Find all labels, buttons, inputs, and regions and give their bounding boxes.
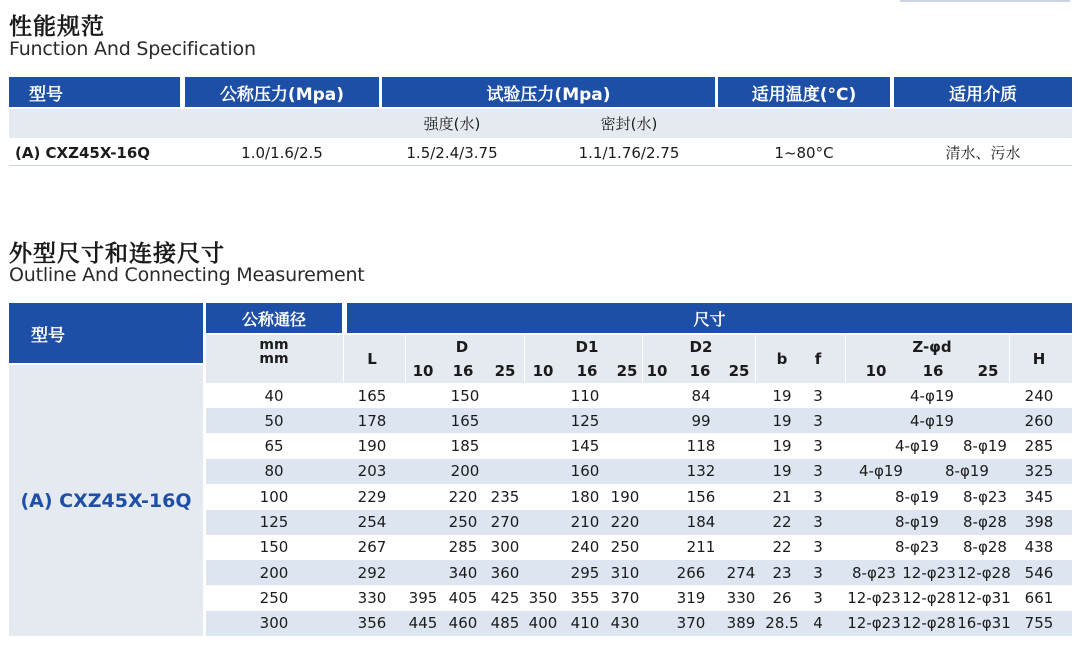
spec-row-seal: 1.1/1.76/2.75: [578, 143, 680, 162]
row-L: 356: [357, 614, 387, 633]
row-b: 26: [772, 588, 792, 607]
row-f: 3: [813, 588, 823, 607]
row-f: 3: [813, 386, 823, 405]
row-D1-value: 125: [570, 411, 600, 430]
dim-unit-mm-1: mm: [259, 337, 289, 353]
row-D2-value: 156: [686, 487, 716, 506]
row-Z-value: 8-φ19: [945, 462, 989, 481]
row-dn: 200: [259, 563, 289, 582]
row-L: 178: [357, 411, 387, 430]
row-D1-value: 350: [528, 588, 558, 607]
row-D-value: 235: [490, 487, 520, 506]
row-D2-value: 370: [676, 614, 706, 633]
row-H: 755: [1024, 614, 1054, 633]
section2-subtitle: Outline And Connecting Measurement: [9, 264, 365, 286]
row-D2-value: 389: [726, 614, 756, 633]
row-b: 28.5: [765, 614, 799, 633]
dim-col-Z-pn10: 10: [865, 362, 887, 380]
row-H: 325: [1024, 462, 1054, 481]
table-row: [206, 510, 1072, 535]
row-D2-value: 84: [691, 386, 711, 405]
row-b: 22: [772, 538, 792, 557]
dim-header-size: 尺寸: [347, 303, 1072, 333]
row-D1-value: 355: [570, 588, 600, 607]
spec-row-temperature: 1~80°C: [774, 143, 834, 162]
row-D-value: 460: [448, 614, 478, 633]
row-D2-value: 99: [691, 411, 711, 430]
row-D-value: 300: [490, 538, 520, 557]
row-D1-value: 410: [570, 614, 600, 633]
table-row: [206, 383, 1072, 408]
row-H: 546: [1024, 563, 1054, 582]
row-D2-value: 266: [676, 563, 706, 582]
table-row: [206, 484, 1072, 509]
row-D2-value: 184: [686, 513, 716, 531]
row-f: 3: [813, 487, 823, 506]
section1-subtitle: Function And Specification: [9, 38, 256, 60]
row-f: 3: [813, 563, 823, 582]
dim-subheader-divider-left: [343, 335, 344, 383]
row-D2-value: 211: [686, 538, 716, 557]
dim-col-divider: [524, 335, 525, 383]
row-D1-value: 110: [570, 386, 600, 405]
row-D1-value: 240: [570, 538, 600, 557]
row-D2-value: 118: [686, 437, 716, 456]
row-D1-value: 145: [570, 437, 600, 456]
row-Z-value: 4-φ19: [895, 437, 939, 456]
row-Z-value: 12-φ31: [957, 588, 1011, 607]
row-H: 661: [1024, 588, 1054, 607]
row-D2-value: 319: [676, 588, 706, 607]
row-H: 240: [1024, 386, 1054, 405]
row-D1-value: 310: [610, 563, 640, 582]
row-dn: 80: [264, 462, 284, 481]
row-Z-value: 8-φ28: [963, 538, 1007, 557]
row-f: 3: [813, 513, 823, 531]
row-H: 285: [1024, 437, 1054, 456]
row-b: 23: [772, 563, 792, 582]
spec-subheader-seal: 密封(水): [600, 115, 658, 133]
row-D-value: 200: [450, 462, 480, 481]
spec-header-medium: 适用介质: [894, 77, 1072, 107]
row-H: 345: [1024, 487, 1054, 506]
row-D1-value: 295: [570, 563, 600, 582]
row-Z-value: 12-φ23: [847, 614, 901, 633]
row-Z-value: 8-φ23: [963, 487, 1007, 506]
table-row: [206, 535, 1072, 560]
row-dn: 300: [259, 614, 289, 633]
table-row: [206, 560, 1072, 585]
row-Z-value: 4-φ19: [910, 411, 954, 430]
row-Z-value: 8-φ19: [895, 487, 939, 506]
dim-col-L: L: [367, 350, 377, 368]
row-Z-value: 12-φ28: [902, 588, 956, 607]
spec-row-divider: [9, 165, 1072, 166]
row-D-value: 405: [448, 588, 478, 607]
row-L: 229: [357, 487, 387, 506]
spec-header-nominal-pressure: 公称压力(Mpa): [185, 77, 379, 107]
row-dn: 150: [259, 538, 289, 557]
row-L: 190: [357, 437, 387, 456]
dim-col-divider: [845, 335, 846, 383]
row-D-value: 340: [448, 563, 478, 582]
row-D1-value: 250: [610, 538, 640, 557]
row-D-value: 285: [448, 538, 478, 557]
row-dn: 125: [259, 513, 289, 531]
row-b: 19: [772, 411, 792, 430]
row-Z-value: 12-φ23: [902, 563, 956, 582]
row-D1-value: 370: [610, 588, 640, 607]
row-f: 3: [813, 538, 823, 557]
row-Z-value: 4-φ19: [859, 462, 903, 481]
row-D-value: 250: [448, 513, 478, 531]
spec-table: [9, 77, 1072, 167]
row-H: 438: [1024, 538, 1054, 557]
row-L: 267: [357, 538, 387, 557]
dim-col-D1-pn10: 10: [532, 362, 554, 380]
row-D1-value: 190: [610, 487, 640, 506]
row-dn: 250: [259, 588, 289, 607]
row-L: 330: [357, 588, 387, 607]
table-row: [206, 585, 1072, 610]
dim-col-Z: Z-φd: [912, 338, 952, 356]
row-D2-value: 132: [686, 462, 716, 481]
row-D-value: 220: [448, 487, 478, 506]
spec-header-test-pressure: 试验压力(Mpa): [382, 77, 715, 107]
spec-subheader-strength: 强度(水): [423, 115, 481, 133]
dim-col-D2-pn16: 16: [689, 362, 711, 380]
row-D1-value: 180: [570, 487, 600, 506]
row-Z-value: 12-φ28: [902, 614, 956, 633]
dim-col-D: D: [455, 338, 469, 356]
row-D1-value: 430: [610, 614, 640, 633]
dimension-table: [9, 303, 1072, 636]
dim-col-D2-pn10: 10: [646, 362, 668, 380]
row-D2-value: 274: [726, 563, 756, 582]
row-D1-value: 220: [610, 513, 640, 531]
row-D1-value: 210: [570, 513, 600, 531]
spec-row-medium: 清水、污水: [945, 144, 1021, 162]
row-L: 292: [357, 563, 387, 582]
dim-col-divider: [405, 335, 406, 383]
row-f: 3: [813, 411, 823, 430]
row-Z-value: 4-φ19: [910, 386, 954, 405]
table-row: [206, 408, 1072, 433]
section2-title: 外型尺寸和连接尺寸: [9, 241, 225, 267]
row-D-value: 150: [450, 386, 480, 405]
row-H: 398: [1024, 513, 1054, 531]
spec-header-model: 型号: [9, 77, 180, 107]
row-Z-value: 8-φ23: [852, 563, 896, 582]
row-Z-value: 8-φ19: [963, 437, 1007, 456]
row-L: 165: [357, 386, 387, 405]
row-Z-value: 8-φ23: [895, 538, 939, 557]
dim-col-D2: D2: [689, 338, 713, 356]
row-f: 4: [813, 614, 823, 633]
row-Z-value: 12-φ28: [957, 563, 1011, 582]
row-D-value: 270: [490, 513, 520, 531]
dim-col-D1: D1: [575, 338, 599, 356]
row-dn: 65: [264, 437, 284, 456]
dim-unit-mm-2: mm: [259, 351, 289, 367]
row-f: 3: [813, 437, 823, 456]
row-b: 19: [772, 437, 792, 456]
section1-title: 性能规范: [9, 14, 105, 40]
spec-row-model: (A) CXZ45X-16Q: [15, 143, 151, 162]
row-f: 3: [813, 462, 823, 481]
dim-col-D1-pn16: 16: [576, 362, 598, 380]
row-D-value: 445: [408, 614, 438, 633]
row-D-value: 165: [450, 411, 480, 430]
row-D-value: 185: [450, 437, 480, 456]
row-Z-value: 12-φ23: [847, 588, 901, 607]
spec-header-temperature: 适用温度(°C): [718, 77, 890, 107]
dim-col-divider: [642, 335, 643, 383]
table-row: [206, 459, 1072, 484]
dim-col-divider: [1009, 335, 1010, 383]
row-Z-value: 16-φ31: [957, 614, 1011, 633]
dim-col-Z-pn16: 16: [922, 362, 944, 380]
row-dn: 40: [264, 386, 284, 405]
row-D-value: 395: [408, 588, 438, 607]
row-L: 254: [357, 513, 387, 531]
dim-col-D-pn10: 10: [412, 362, 434, 380]
dim-col-Z-pn25: 25: [977, 362, 999, 380]
row-D-value: 485: [490, 614, 520, 633]
row-H: 260: [1024, 411, 1054, 430]
row-b: 21: [772, 487, 792, 506]
row-b: 22: [772, 513, 792, 531]
row-Z-value: 8-φ28: [963, 513, 1007, 531]
row-D2-value: 330: [726, 588, 756, 607]
row-D-value: 425: [490, 588, 520, 607]
row-D1-value: 160: [570, 462, 600, 481]
dim-col-f: f: [814, 350, 822, 368]
row-L: 203: [357, 462, 387, 481]
row-b: 19: [772, 462, 792, 481]
spec-subheader-band: [9, 109, 1072, 138]
dim-header-nominal-diameter: 公称通径: [206, 303, 342, 333]
dim-model-cell: (A) CXZ45X-16Q: [9, 365, 203, 636]
row-dn: 100: [259, 487, 289, 506]
dim-col-D2-pn25: 25: [728, 362, 750, 380]
dim-header-model: 型号: [9, 303, 203, 363]
row-D-value: 360: [490, 563, 520, 582]
dim-rows: [9, 383, 1072, 636]
dim-col-b: b: [776, 350, 788, 368]
table-row: [206, 611, 1072, 636]
dim-col-D-pn25: 25: [494, 362, 516, 380]
row-b: 19: [772, 386, 792, 405]
spec-row-nominal-pressure: 1.0/1.6/2.5: [241, 143, 323, 162]
top-divider-line: [900, 0, 1070, 2]
dim-col-D1-pn25: 25: [616, 362, 638, 380]
dim-col-H: H: [1032, 350, 1046, 368]
row-Z-value: 8-φ19: [895, 513, 939, 531]
dim-col-divider: [755, 335, 756, 383]
row-D1-value: 400: [528, 614, 558, 633]
spec-row-strength: 1.5/2.4/3.75: [406, 143, 498, 162]
table-row: [206, 434, 1072, 459]
row-dn: 50: [264, 411, 284, 430]
dim-col-D-pn16: 16: [452, 362, 474, 380]
